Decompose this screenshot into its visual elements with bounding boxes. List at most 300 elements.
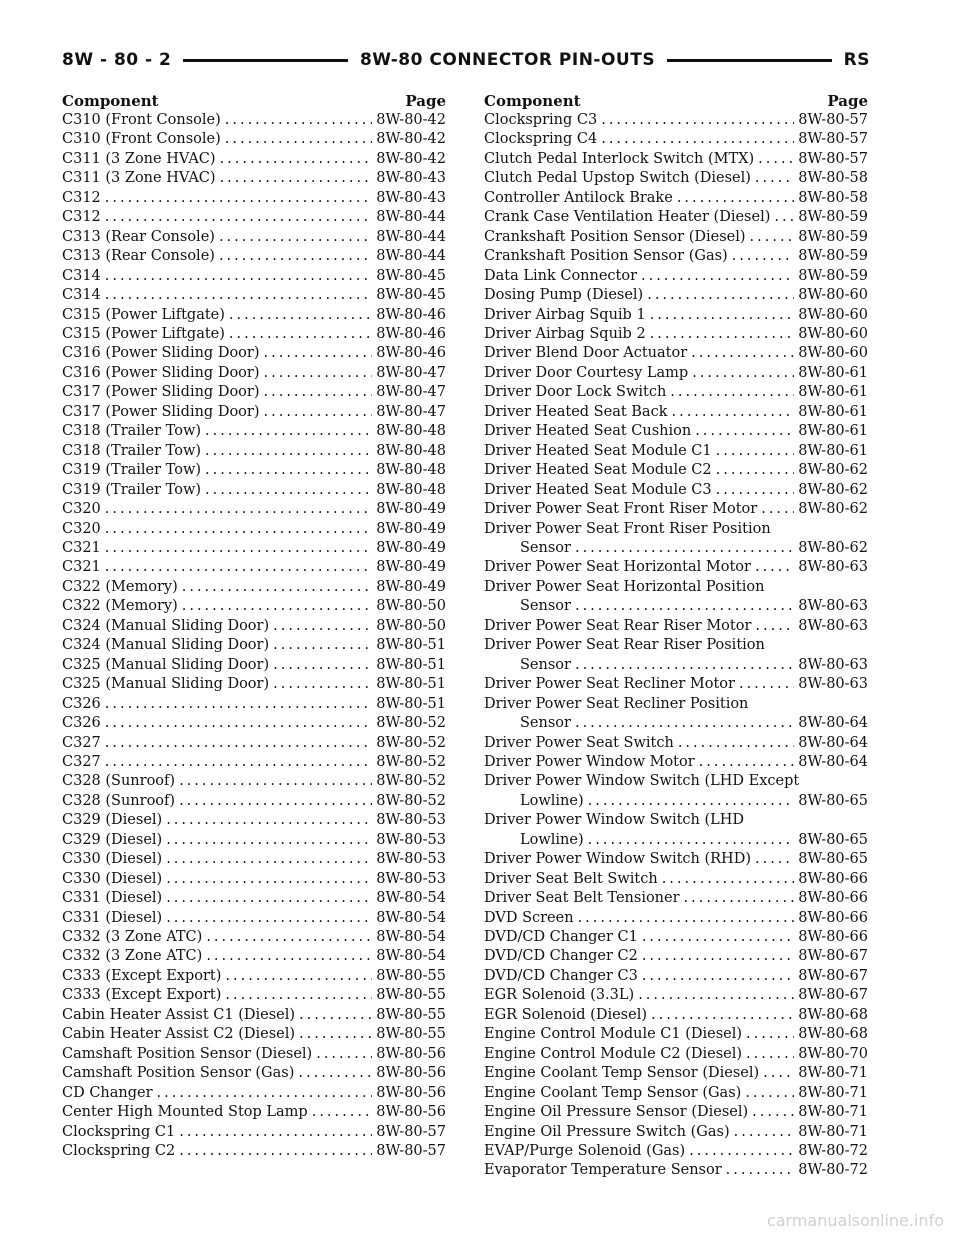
dot-leader — [105, 558, 372, 577]
dot-leader — [758, 150, 794, 169]
dot-leader — [699, 753, 795, 772]
dot-leader — [179, 1142, 372, 1161]
entry-list-left — [62, 111, 446, 1161]
index-entry — [62, 325, 446, 344]
index-entry — [62, 889, 446, 908]
entry-page: 8W-80-71 — [798, 1123, 868, 1140]
entry-page: 8W-80-67 — [798, 987, 868, 1004]
entry-name: Clutch Pedal Upstop Switch (Diesel) — [484, 170, 751, 187]
index-entry — [484, 150, 868, 169]
dot-leader — [716, 481, 795, 500]
index-entry — [484, 403, 868, 422]
index-entry — [484, 481, 868, 500]
entry-name: C318 (Trailer Tow) — [62, 442, 202, 459]
index-entry — [62, 909, 446, 928]
entry-name: Clockspring C4 — [484, 131, 598, 148]
index-entry — [484, 442, 868, 461]
entry-page: 8W-80-45 — [376, 287, 446, 304]
index-entry — [484, 850, 868, 869]
dot-leader — [273, 675, 372, 694]
dot-leader — [650, 306, 795, 325]
entry-page: 8W-80-47 — [376, 403, 446, 420]
entry-name-lead: Driver Power Seat Recliner Position — [484, 695, 749, 712]
dot-leader — [219, 247, 372, 266]
index-entry — [484, 753, 868, 772]
entry-page: 8W-80-62 — [798, 462, 868, 479]
index-entry — [62, 1006, 446, 1025]
entry-name: Evaporator Temperature Sensor — [484, 1162, 722, 1179]
entry-page: 8W-80-60 — [798, 306, 868, 323]
entry-name: C329 (Diesel) — [62, 831, 163, 848]
entry-name: Clockspring C2 — [62, 1143, 176, 1160]
entry-name-lead: Driver Power Window Switch (LHD Except — [484, 773, 800, 790]
dot-leader — [750, 228, 795, 247]
dot-leader — [650, 325, 795, 344]
index-entry — [484, 967, 868, 986]
index-entry — [62, 130, 446, 149]
entry-name: Sensor — [520, 598, 571, 615]
entry-page: 8W-80-70 — [798, 1045, 868, 1062]
entry-name: C330 (Diesel) — [62, 851, 163, 868]
entry-name: Driver Power Seat Switch — [484, 734, 674, 751]
section-title: 8W-80 CONNECTOR PIN-OUTS — [359, 50, 656, 70]
entry-page: 8W-80-55 — [376, 1026, 446, 1043]
index-entry — [62, 364, 446, 383]
entry-page: 8W-80-57 — [376, 1143, 446, 1160]
index-entry — [484, 1123, 868, 1142]
entry-name: C317 (Power Sliding Door) — [62, 403, 260, 420]
dot-leader — [671, 403, 794, 422]
index-entry — [62, 286, 446, 305]
dot-leader — [588, 792, 795, 811]
entry-name: C310 (Front Console) — [62, 131, 221, 148]
index-entry — [484, 364, 868, 383]
entry-page: 8W-80-68 — [798, 1026, 868, 1043]
entry-name: C320 — [62, 501, 101, 518]
entry-name: EGR Solenoid (Diesel) — [484, 1006, 647, 1023]
index-entry — [484, 772, 868, 811]
dot-leader — [264, 344, 373, 363]
dot-leader — [205, 422, 372, 441]
dot-leader — [298, 1064, 372, 1083]
entry-name: Sensor — [520, 715, 571, 732]
dot-leader — [264, 383, 373, 402]
entry-name: C310 (Front Console) — [62, 112, 221, 128]
entry-name: Engine Oil Pressure Sensor (Diesel) — [484, 1104, 749, 1121]
entry-page: 8W-80-65 — [798, 792, 868, 809]
entry-page: 8W-80-56 — [376, 1104, 446, 1121]
index-entry — [62, 617, 446, 636]
entry-page: 8W-80-66 — [798, 870, 868, 887]
entry-name: Driver Seat Belt Tensioner — [484, 890, 680, 907]
index-entry — [62, 442, 446, 461]
entry-page: 8W-80-59 — [798, 228, 868, 245]
dot-leader — [264, 403, 373, 422]
index-entry — [62, 578, 446, 597]
entry-page: 8W-80-53 — [376, 831, 446, 848]
index-entry — [62, 734, 446, 753]
page-heading: Page — [827, 92, 868, 110]
entry-page: 8W-80-60 — [798, 345, 868, 362]
index-entry — [484, 520, 868, 559]
entry-page: 8W-80-57 — [798, 131, 868, 148]
entry-name: C332 (3 Zone ATC) — [62, 948, 203, 965]
dot-leader — [229, 325, 372, 344]
entry-page: 8W-80-68 — [798, 1006, 868, 1023]
entry-page: 8W-80-54 — [376, 929, 446, 946]
entry-page: 8W-80-61 — [798, 442, 868, 459]
entry-page: 8W-80-66 — [798, 909, 868, 926]
index-entry — [62, 1123, 446, 1142]
entry-name: Engine Control Module C2 (Diesel) — [484, 1045, 743, 1062]
entry-name: C315 (Power Liftgate) — [62, 325, 225, 342]
entry-name: C313 (Rear Console) — [62, 228, 215, 245]
dot-leader — [745, 1084, 794, 1103]
index-entry — [484, 325, 868, 344]
entry-page: 8W-80-57 — [798, 150, 868, 167]
index-entry — [484, 1064, 868, 1083]
dot-leader — [642, 967, 794, 986]
dot-leader — [755, 169, 794, 188]
index-entry — [62, 636, 446, 655]
entry-page: 8W-80-44 — [376, 209, 446, 226]
entry-page: 8W-80-71 — [798, 1084, 868, 1101]
dot-leader — [732, 247, 795, 266]
dot-leader — [755, 617, 794, 636]
index-entry — [62, 208, 446, 227]
dot-leader — [273, 636, 372, 655]
entry-page: 8W-80-54 — [376, 948, 446, 965]
component-heading: Component — [484, 92, 581, 110]
index-entry — [62, 403, 446, 422]
entry-page: 8W-80-61 — [798, 423, 868, 440]
dot-leader — [761, 500, 794, 519]
entry-page: 8W-80-53 — [376, 870, 446, 887]
entry-name: C320 — [62, 520, 101, 537]
dot-leader — [746, 1025, 794, 1044]
page-number: 8W - 80 - 2 — [62, 50, 172, 70]
entry-name: Driver Heated Seat Back — [484, 403, 668, 420]
dot-leader — [642, 947, 794, 966]
dot-leader — [179, 772, 372, 791]
dot-leader — [273, 617, 372, 636]
entry-page: 8W-80-72 — [798, 1162, 868, 1179]
entry-name: C324 (Manual Sliding Door) — [62, 617, 270, 634]
dot-leader — [182, 597, 372, 616]
entry-name: Driver Heated Seat Cushion — [484, 423, 692, 440]
index-entry — [484, 189, 868, 208]
entry-page: 8W-80-57 — [798, 112, 868, 128]
index-entry — [62, 870, 446, 889]
entry-name: Driver Power Seat Rear Riser Motor — [484, 617, 752, 634]
entry-name: DVD/CD Changer C2 — [484, 948, 638, 965]
dot-leader — [316, 1045, 372, 1064]
entry-page: 8W-80-47 — [376, 364, 446, 381]
dot-leader — [105, 500, 372, 519]
index-entry — [62, 597, 446, 616]
index-entry — [62, 520, 446, 539]
entry-page: 8W-80-52 — [376, 792, 446, 809]
dot-leader — [205, 461, 372, 480]
index-entry — [62, 967, 446, 986]
dot-leader — [206, 928, 372, 947]
entry-name: Driver Door Courtesy Lamp — [484, 364, 689, 381]
dot-leader — [225, 130, 372, 149]
entry-page: 8W-80-71 — [798, 1065, 868, 1082]
dot-leader — [726, 1161, 795, 1180]
entry-page: 8W-80-48 — [376, 462, 446, 479]
dot-leader — [205, 481, 372, 500]
index-entry — [484, 947, 868, 966]
index-entry — [484, 675, 868, 694]
entry-page: 8W-80-60 — [798, 325, 868, 342]
entry-name: Driver Door Lock Switch — [484, 384, 667, 401]
entry-name: EGR Solenoid (3.3L) — [484, 987, 635, 1004]
entry-page: 8W-80-48 — [376, 423, 446, 440]
dot-leader — [225, 986, 372, 1005]
entry-name: C325 (Manual Sliding Door) — [62, 676, 270, 693]
entry-page: 8W-80-66 — [798, 890, 868, 907]
entry-name-lead: Driver Power Seat Horizontal Position — [484, 578, 765, 595]
entry-name: Sensor — [520, 539, 571, 556]
index-entry — [62, 500, 446, 519]
dot-leader — [205, 442, 372, 461]
index-entry — [62, 461, 446, 480]
entry-page: 8W-80-63 — [798, 656, 868, 673]
entry-name: Driver Blend Door Actuator — [484, 345, 688, 362]
dot-leader — [299, 1006, 372, 1025]
entry-page: 8W-80-64 — [798, 753, 868, 770]
index-entry — [484, 909, 868, 928]
watermark: carmanualsonline.info — [766, 1211, 944, 1230]
entry-name: Driver Seat Belt Switch — [484, 870, 658, 887]
entry-page: 8W-80-51 — [376, 676, 446, 693]
entry-name: Driver Power Seat Recliner Motor — [484, 676, 735, 693]
index-entry — [62, 656, 446, 675]
dot-leader — [641, 267, 794, 286]
dot-leader — [684, 889, 795, 908]
dot-leader — [678, 734, 794, 753]
entry-list-right — [484, 111, 868, 1181]
entry-page: 8W-80-61 — [798, 384, 868, 401]
index-entry — [62, 1045, 446, 1064]
dot-leader — [166, 870, 372, 889]
dot-leader — [670, 383, 794, 402]
dot-leader — [575, 539, 794, 558]
entry-name: C331 (Diesel) — [62, 909, 163, 926]
dot-leader — [220, 169, 373, 188]
index-entry — [484, 500, 868, 519]
entry-name: Lowline) — [520, 831, 584, 848]
entry-page: 8W-80-56 — [376, 1084, 446, 1101]
entry-name: C331 (Diesel) — [62, 890, 163, 907]
entry-page: 8W-80-55 — [376, 987, 446, 1004]
dot-leader — [575, 597, 794, 616]
index-entry — [62, 558, 446, 577]
model-code: RS — [843, 50, 870, 70]
entry-page: 8W-80-65 — [798, 851, 868, 868]
entry-page: 8W-80-61 — [798, 403, 868, 420]
dot-leader — [692, 364, 794, 383]
index-entry — [62, 928, 446, 947]
dot-leader — [105, 189, 372, 208]
entry-page: 8W-80-66 — [798, 929, 868, 946]
dot-leader — [755, 558, 794, 577]
entry-page: 8W-80-52 — [376, 715, 446, 732]
entry-name: Driver Heated Seat Module C2 — [484, 462, 712, 479]
page-heading: Page — [405, 92, 446, 110]
dot-leader — [105, 520, 372, 539]
dot-leader — [638, 986, 794, 1005]
dot-leader — [691, 344, 794, 363]
index-entry — [62, 947, 446, 966]
index-entry — [62, 1025, 446, 1044]
entry-name: C316 (Power Sliding Door) — [62, 345, 260, 362]
entry-name: Center High Mounted Stop Lamp — [62, 1104, 308, 1121]
dot-leader — [157, 1084, 373, 1103]
index-entry — [62, 986, 446, 1005]
entry-page: 8W-80-72 — [798, 1143, 868, 1160]
entry-page: 8W-80-46 — [376, 325, 446, 342]
entry-page: 8W-80-51 — [376, 656, 446, 673]
dot-leader — [229, 306, 372, 325]
dot-leader — [105, 695, 372, 714]
index-entry — [62, 772, 446, 791]
index-entry — [484, 344, 868, 363]
entry-name: Dosing Pump (Diesel) — [484, 287, 644, 304]
entry-name-lead: Driver Power Seat Rear Riser Position — [484, 637, 765, 654]
entry-name: C314 — [62, 267, 101, 284]
index-entry — [62, 150, 446, 169]
entry-page: 8W-80-44 — [376, 228, 446, 245]
index-entry — [62, 189, 446, 208]
entry-page: 8W-80-62 — [798, 481, 868, 498]
entry-name: C318 (Trailer Tow) — [62, 423, 202, 440]
entry-page: 8W-80-46 — [376, 306, 446, 323]
entry-page: 8W-80-63 — [798, 559, 868, 576]
index-entry — [484, 811, 868, 850]
dot-leader — [182, 578, 372, 597]
entry-page: 8W-80-51 — [376, 637, 446, 654]
dot-leader — [695, 422, 794, 441]
index-entry — [484, 617, 868, 636]
entry-name: C333 (Except Export) — [62, 987, 222, 1004]
entry-name: Driver Power Window Motor — [484, 753, 695, 770]
dot-leader — [642, 928, 794, 947]
dot-leader — [601, 111, 794, 130]
dot-leader — [206, 947, 372, 966]
index-entry — [484, 228, 868, 247]
dot-leader — [225, 967, 372, 986]
entry-name: C321 — [62, 539, 101, 556]
component-heading: Component — [62, 92, 159, 110]
entry-name: C325 (Manual Sliding Door) — [62, 656, 270, 673]
entry-page: 8W-80-42 — [376, 150, 446, 167]
index-entry — [62, 695, 446, 714]
entry-page: 8W-80-43 — [376, 170, 446, 187]
entry-name: C319 (Trailer Tow) — [62, 481, 202, 498]
index-entry — [484, 558, 868, 577]
index-column-left — [62, 92, 446, 1161]
index-entry — [62, 481, 446, 500]
entry-page: 8W-80-58 — [798, 170, 868, 187]
entry-name: Clutch Pedal Interlock Switch (MTX) — [484, 150, 755, 167]
index-entry — [484, 461, 868, 480]
entry-page: 8W-80-53 — [376, 851, 446, 868]
entry-name: Engine Coolant Temp Sensor (Gas) — [484, 1084, 742, 1101]
index-entry — [62, 169, 446, 188]
entry-name: CD Changer — [62, 1084, 153, 1101]
index-entry — [62, 383, 446, 402]
entry-page: 8W-80-59 — [798, 209, 868, 226]
entry-name: C311 (3 Zone HVAC) — [62, 170, 216, 187]
entry-name: C322 (Memory) — [62, 578, 178, 595]
entry-name: Driver Airbag Squib 1 — [484, 306, 646, 323]
entry-page: 8W-80-67 — [798, 967, 868, 984]
entry-name-lead: Driver Power Seat Front Riser Position — [484, 520, 771, 537]
dot-leader — [774, 208, 794, 227]
dot-leader — [179, 1123, 372, 1142]
entry-name: Cabin Heater Assist C1 (Diesel) — [62, 1006, 296, 1023]
index-entry — [62, 850, 446, 869]
index-entry — [62, 539, 446, 558]
entry-page: 8W-80-64 — [798, 715, 868, 732]
index-entry — [62, 1142, 446, 1161]
dot-leader — [273, 656, 372, 675]
entry-name: C322 (Memory) — [62, 598, 178, 615]
dot-leader — [166, 811, 372, 830]
index-entry — [62, 306, 446, 325]
index-entry — [484, 111, 868, 130]
dot-leader — [299, 1025, 372, 1044]
entry-name: DVD/CD Changer C3 — [484, 967, 638, 984]
index-entry — [484, 169, 868, 188]
dot-leader — [689, 1142, 794, 1161]
entry-page: 8W-80-53 — [376, 812, 446, 829]
index-entry — [484, 1161, 868, 1180]
entry-name: Driver Power Window Switch (RHD) — [484, 851, 751, 868]
dot-leader — [166, 909, 372, 928]
entry-name: C329 (Diesel) — [62, 812, 163, 829]
entry-page: 8W-80-59 — [798, 248, 868, 265]
dot-leader — [105, 539, 372, 558]
entry-name: C311 (3 Zone HVAC) — [62, 150, 216, 167]
entry-page: 8W-80-55 — [376, 967, 446, 984]
entry-name-lead: Driver Power Window Switch (LHD — [484, 812, 745, 829]
entry-page: 8W-80-50 — [376, 617, 446, 634]
entry-name: Engine Control Module C1 (Diesel) — [484, 1026, 743, 1043]
index-entry — [484, 130, 868, 149]
entry-name: C327 — [62, 753, 101, 770]
entry-page: 8W-80-47 — [376, 384, 446, 401]
index-entry — [484, 734, 868, 753]
entry-name: Cabin Heater Assist C2 (Diesel) — [62, 1026, 296, 1043]
entry-name: C327 — [62, 734, 101, 751]
dot-leader — [755, 850, 794, 869]
entry-page: 8W-80-42 — [376, 131, 446, 148]
entry-page: 8W-80-52 — [376, 734, 446, 751]
entry-page: 8W-80-71 — [798, 1104, 868, 1121]
index-entry — [62, 811, 446, 830]
entry-page: 8W-80-49 — [376, 578, 446, 595]
entry-page: 8W-80-65 — [798, 831, 868, 848]
entry-name: C315 (Power Liftgate) — [62, 306, 225, 323]
index-entry — [484, 1025, 868, 1044]
entry-name: Lowline) — [520, 792, 584, 809]
dot-leader — [734, 1123, 795, 1142]
index-entry — [484, 286, 868, 305]
entry-page: 8W-80-49 — [376, 559, 446, 576]
